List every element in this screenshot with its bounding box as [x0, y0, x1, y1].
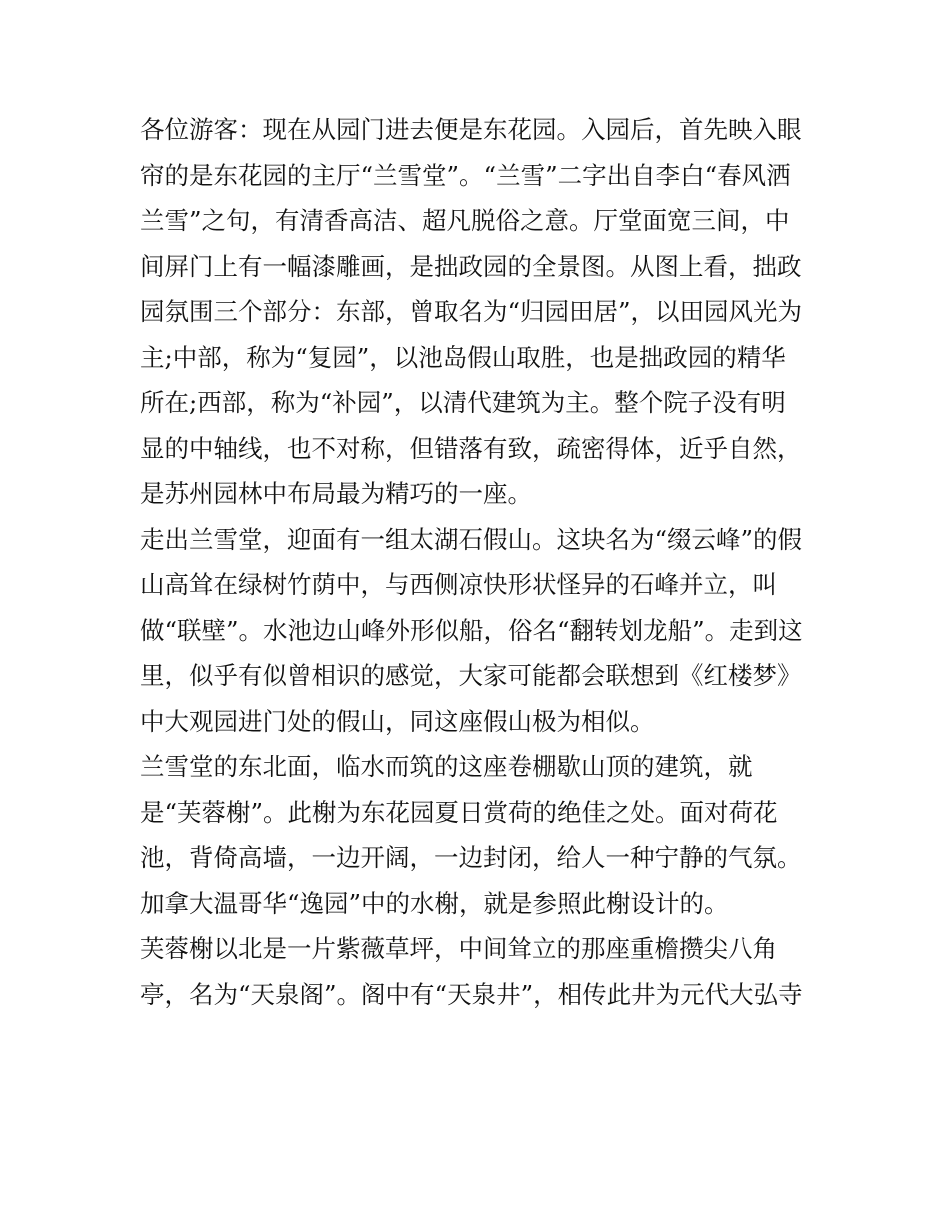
- text-line: 显的中轴线，也不对称，但错落有致，疏密得体，近乎自然，: [140, 433, 802, 463]
- text-line: 兰雪”之句，有清香高洁、超凡脱俗之意。厅堂面宽三间，中: [140, 206, 790, 235]
- text-line: 兰雪堂的东北面，临水而筑的这座卷棚歇山顶的建筑，就: [140, 752, 753, 781]
- text-line: 里，似乎有似曾相识的感觉，大家可能都会联想到《红楼梦》: [140, 661, 802, 690]
- text-line: 园氛围三个部分：东部，曾取名为“归园田居”，以田园风光为: [140, 297, 803, 326]
- text-line: 所在;西部，称为“补园”，以清代建筑为主。整个院子没有明: [140, 388, 786, 417]
- text-line: 做“联壁”。水池边山峰外形似船，俗名“翻转划龙船”。走到这: [140, 615, 803, 645]
- text-line: 各位游客：现在从园门进去便是东花园。入园后，首先映入眼: [140, 115, 802, 144]
- text-line: 亭，名为“天泉阁”。阁中有“天泉井”，相传此井为元代大弘寺: [140, 979, 803, 1009]
- text-line: 间屏门上有一幅漆雕画，是拙政园的全景图。从图上看，拙政: [140, 251, 802, 281]
- text-line: 是苏州园林中布局最为精巧的一座。: [140, 479, 532, 508]
- text-line: 走出兰雪堂，迎面有一组太湖石假山。这块名为“缀云峰”的假: [140, 524, 803, 554]
- text-line: 是“芙蓉榭”。此榭为东花园夏日赏荷的绝佳之处。面对荷花: [140, 797, 778, 827]
- text-line: 山高耸在绿树竹荫中，与西侧凉快形状怪异的石峰并立，叫: [140, 570, 777, 599]
- text-line: 主;中部，称为“复园”，以池岛假山取胜，也是拙政园的精华: [140, 342, 786, 372]
- text-line: 帘的是东花园的主厅“兰雪堂”。“兰雪”二字出自李白“春风洒: [140, 160, 791, 190]
- document-body: [140, 107, 840, 1017]
- text-line: 池，背倚高墙，一边开阔，一边封闭，给人一种宁静的气氛。: [140, 843, 802, 872]
- text-line: 芙蓉榭以北是一片紫薇草坪，中间耸立的那座重檐攒尖八角: [140, 934, 777, 963]
- text-line: 加拿大温哥华“逸园”中的水榭，就是参照此榭设计的。: [140, 888, 729, 918]
- text-line: 中大观园进门处的假山，同这座假山极为相似。: [140, 706, 655, 736]
